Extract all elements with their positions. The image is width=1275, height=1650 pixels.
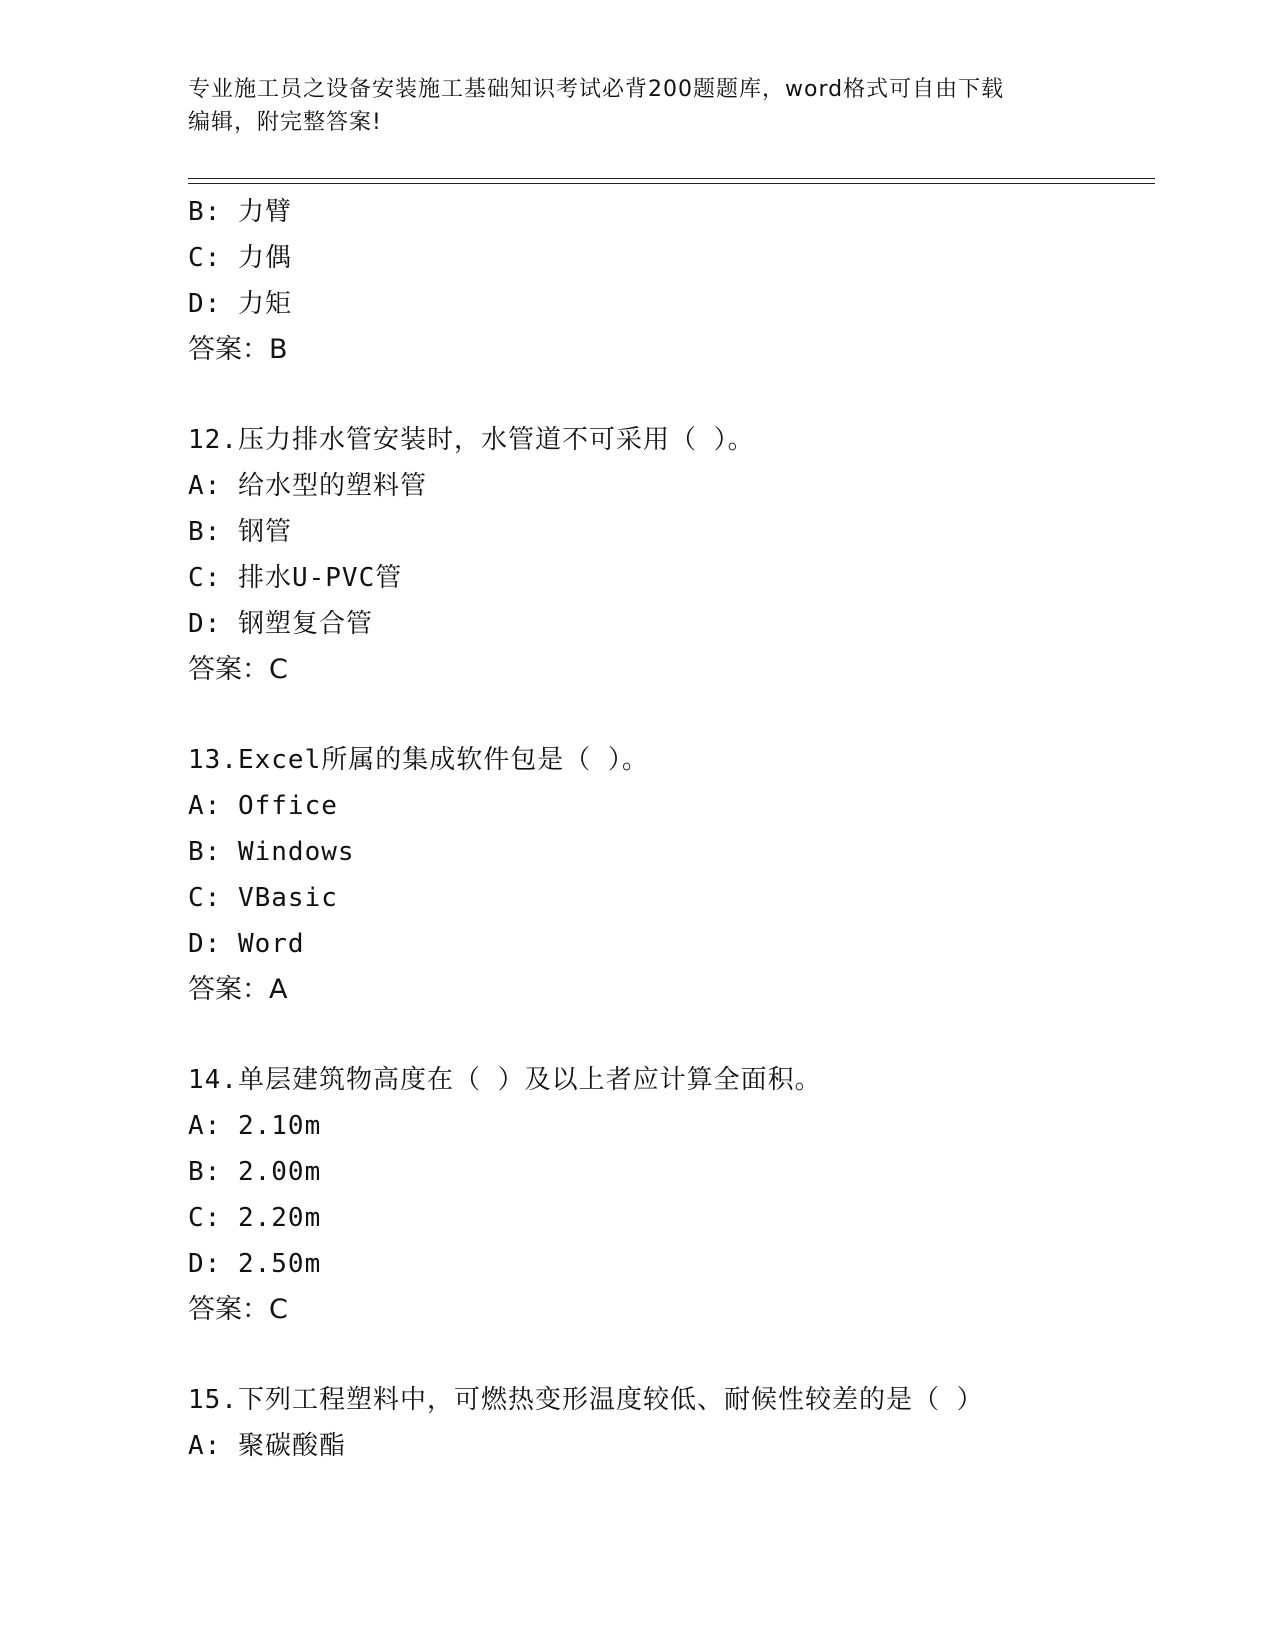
question-13 [188, 737, 1148, 1013]
option-b: B: Windows [188, 837, 355, 867]
question-stem: 15.下列工程塑料中，可燃热变形温度较低、耐候性较差的是（ ） [188, 1385, 984, 1415]
option-b: B: 2.00m [188, 1157, 322, 1187]
question-12 [188, 417, 1148, 693]
answer-line: 答案：C [188, 654, 288, 685]
option-c: C: 排水U-PVC管 [188, 563, 403, 593]
spacer [188, 693, 1148, 737]
document-header [188, 73, 1088, 139]
answer-line: 答案：A [188, 974, 288, 1005]
spacer [188, 1333, 1148, 1377]
header-line-1: 专业施工员之设备安装施工基础知识考试必背200题题库，word格式可自由下载 [188, 77, 1005, 102]
answer-line: 答案：C [188, 1294, 288, 1325]
question-stem: 12.压力排水管安装时，水管道不可采用（ ）。 [188, 425, 755, 455]
spacer [188, 1013, 1148, 1057]
answer-line: 答案：B [188, 334, 288, 365]
option-c: C: 力偶 [188, 243, 292, 273]
question-11-continuation [188, 189, 1148, 373]
option-d: D: Word [188, 929, 305, 959]
option-d: D: 力矩 [188, 289, 292, 319]
option-b: B: 钢管 [188, 517, 292, 547]
header-rule-bottom [188, 183, 1155, 184]
header-rule-top [188, 178, 1155, 179]
option-a: A: Office [188, 791, 338, 821]
option-c: C: VBasic [188, 883, 338, 913]
header-line-2: 编辑，附完整答案! [188, 110, 382, 135]
option-a: A: 聚碳酸酯 [188, 1431, 346, 1461]
question-list [188, 189, 1148, 1469]
question-stem: 14.单层建筑物高度在（ ）及以上者应计算全面积。 [188, 1065, 822, 1095]
question-stem: 13.Excel所属的集成软件包是（ ）。 [188, 745, 649, 775]
question-14 [188, 1057, 1148, 1333]
option-d: D: 2.50m [188, 1249, 322, 1279]
option-c: C: 2.20m [188, 1203, 322, 1233]
option-a: A: 2.10m [188, 1111, 322, 1141]
question-15 [188, 1377, 1148, 1469]
option-b: B: 力臂 [188, 197, 292, 227]
option-d: D: 钢塑复合管 [188, 609, 373, 639]
option-a: A: 给水型的塑料管 [188, 471, 427, 501]
spacer [188, 373, 1148, 417]
